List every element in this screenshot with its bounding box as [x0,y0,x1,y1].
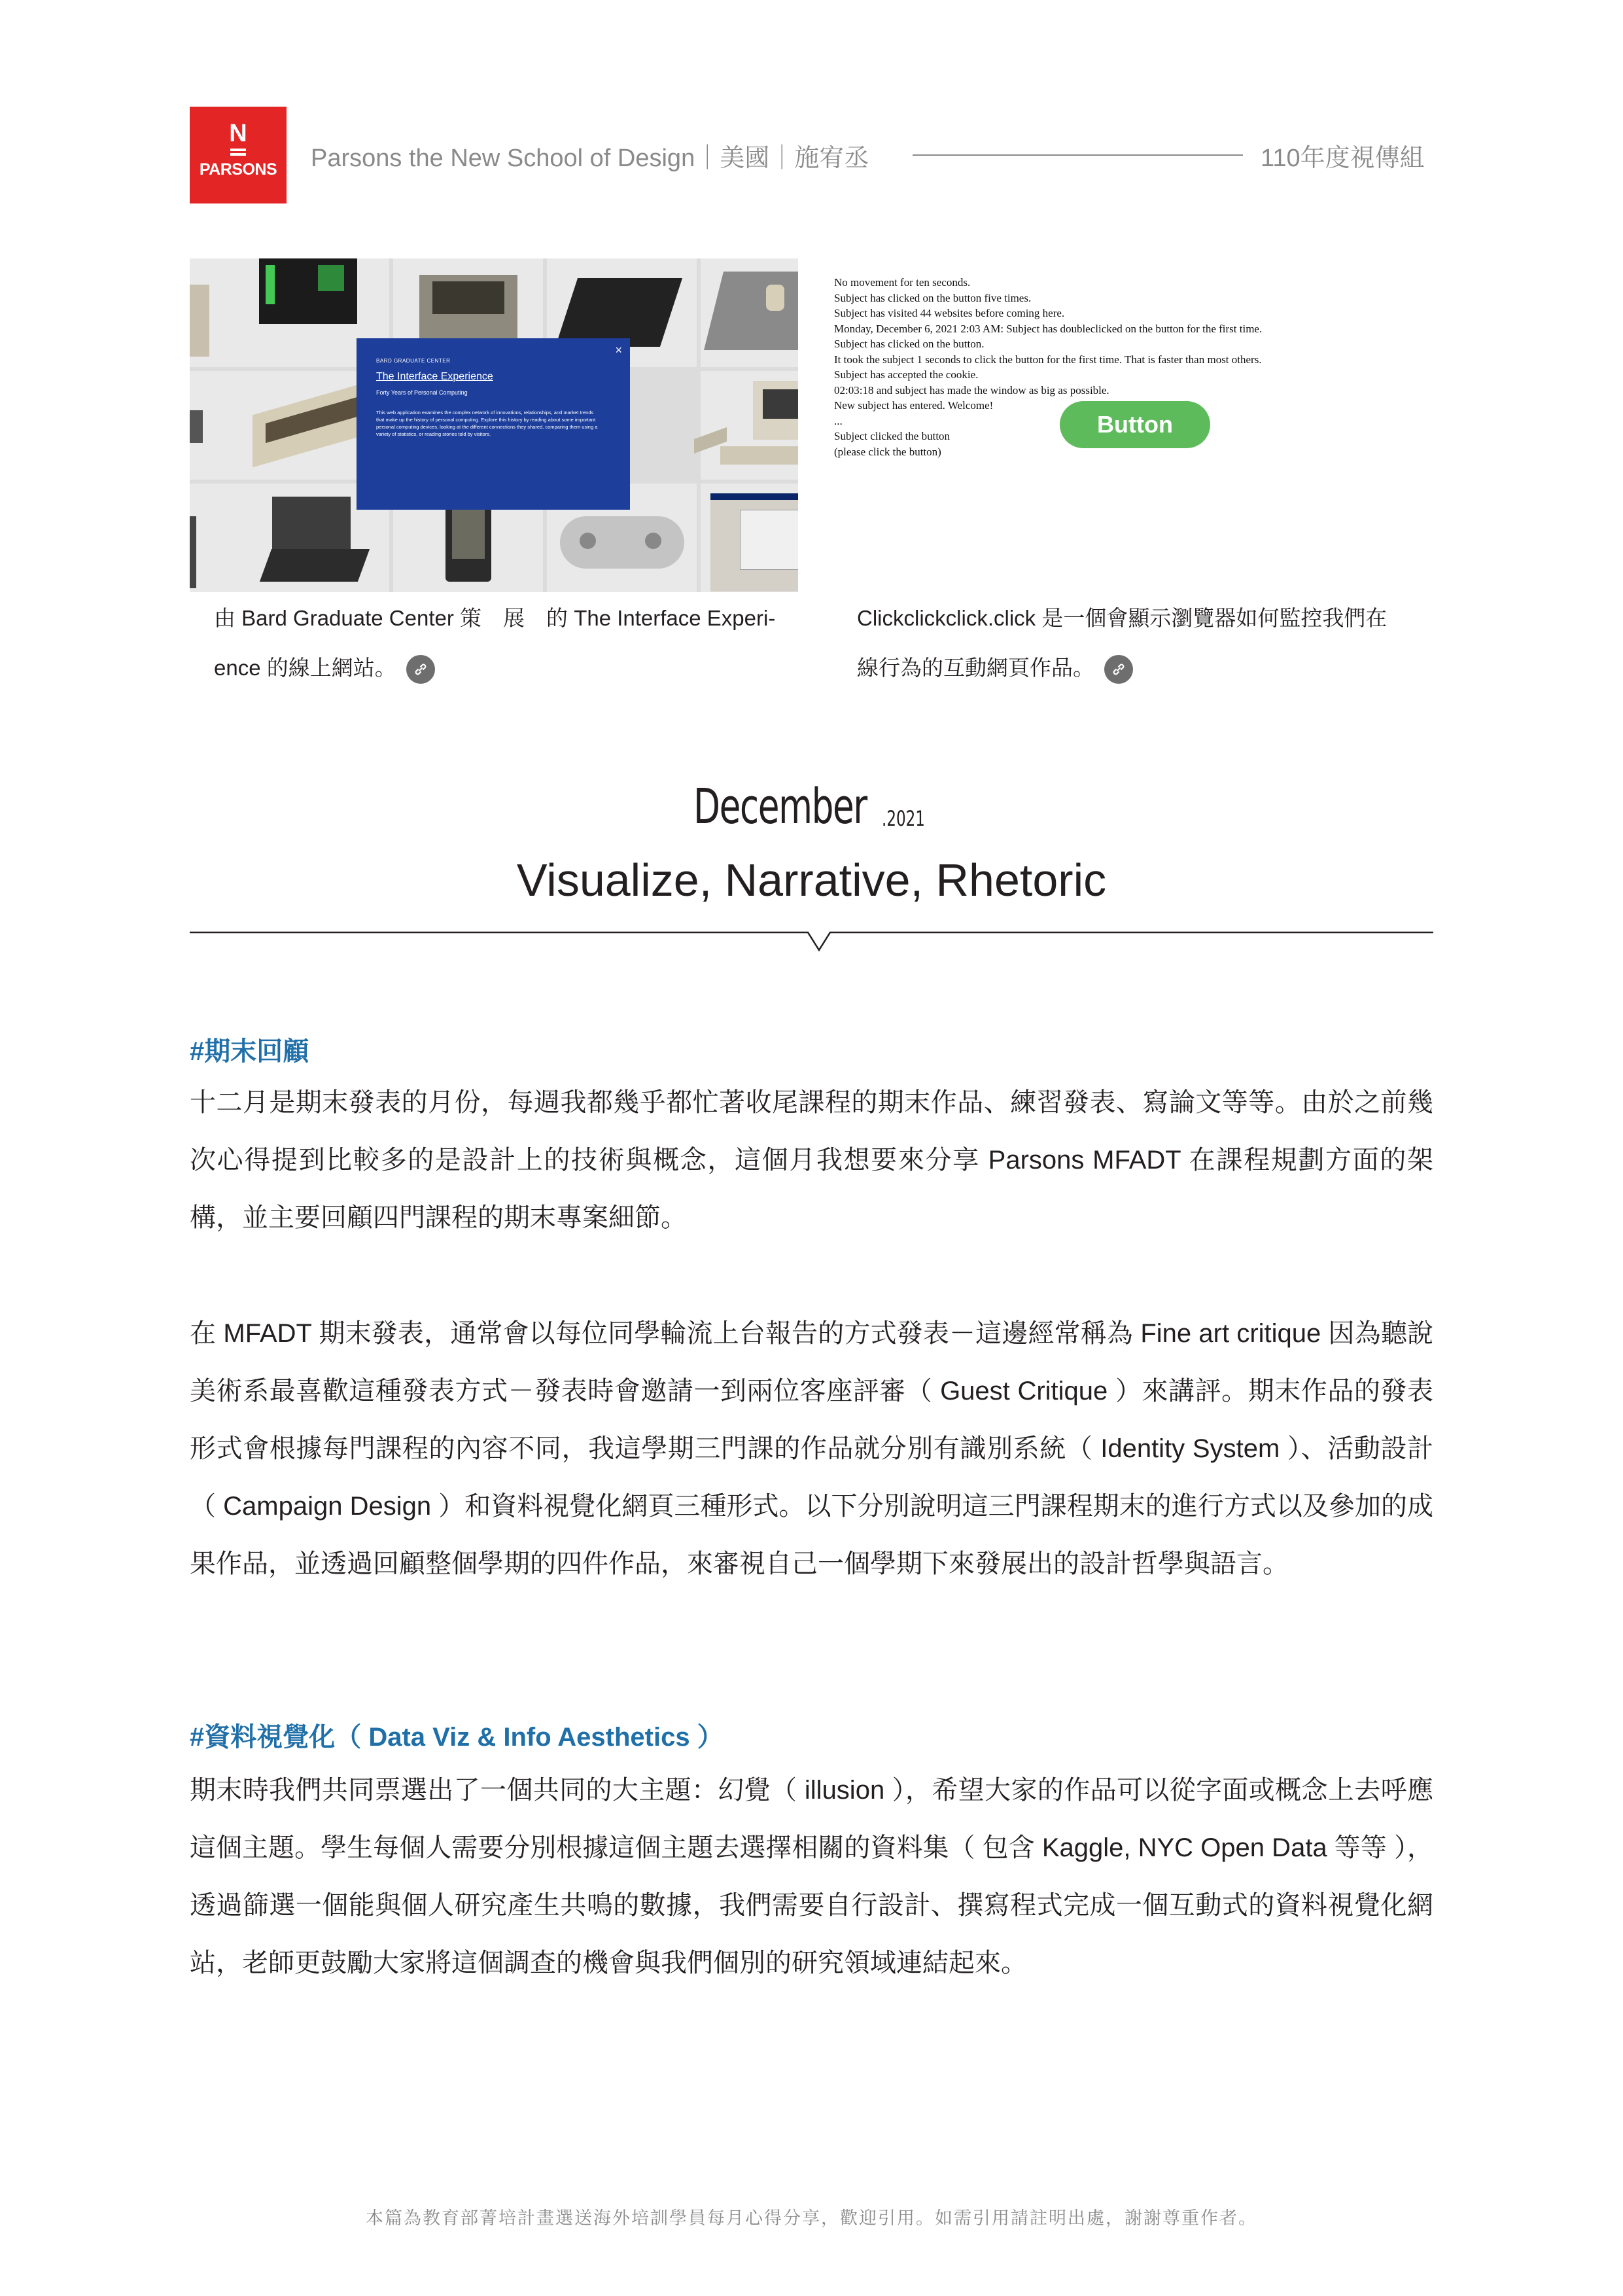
link-icon[interactable] [1104,655,1133,684]
laptop-base-image [260,549,370,582]
caption-left-line2 [214,643,775,693]
caption-right [857,593,1387,693]
modal-body: This web application examines the complex network of innovations, relationships, and market trends that make up the history of personal computing. Explore this history by reading about some important personal computing devices, looking at the different connections they shared, comparing them using a variety of statistics, or reading stories told by visitors. [376,410,598,437]
playstation-controller-image [560,516,684,569]
year-label: .2021 [882,806,925,831]
portable-screen [432,281,504,314]
caption-right-line1: Clickclickclick.click 是一個會顯示瀏覽器如何監控我們在 [857,606,1387,630]
log-line: New subject has entered. Welcome! [834,399,994,412]
caption-left [214,593,775,693]
logo-bar [230,153,246,156]
log-line: 02:03:18 and subject has made the window as big as possible. [834,383,1109,397]
heading-data-viz: #資料視覺化（ Data Viz & Info Aesthetics ） [190,1723,724,1752]
section-divider [190,923,1433,962]
header-title: Parsons the New School of Design｜美國｜施宥丞 [311,145,869,172]
log-line: (please click the button) [834,445,941,458]
log-line: No movement for ten seconds. [834,276,971,289]
device-image [190,410,203,443]
grid-cell [701,258,798,367]
buttons-icon [645,533,661,549]
logo-word: PARSONS [199,160,277,179]
macintosh-screen [763,389,798,419]
demo-button[interactable]: Button [1060,401,1210,448]
logo-mark: N [229,120,247,147]
log-line: Subject has clicked on the button. [834,338,985,350]
header-rule [913,154,1243,156]
dpad-icon [580,533,596,549]
green-screen-text [318,265,344,291]
log-line: Subject has accepted the cookie. [834,368,979,381]
computer-tower-image [190,285,209,357]
interface-experience-screenshot [190,258,798,592]
clickclickclick-screenshot [834,275,1357,484]
device-image [190,516,196,588]
caption-left-line1: 由 Bard Graduate Center 策 展 的 The Interface Experi- [214,606,776,630]
caption-right-line2 [857,643,1387,693]
caption-right-text: 線行為的互動網頁作品。 [857,656,1094,680]
footer-note: 本篇為教育部菁培計畫選送海外培訓學員每月心得分享，歡迎引用。如需引用請註明出處，謝謝尊重作者。 [366,2208,1257,2228]
log-line: ... [834,414,843,427]
parsons-logo [190,107,287,203]
logo-bar [230,149,246,151]
laptop-screen-image [272,497,351,549]
log-line: Subject clicked the button [834,430,951,442]
modal-title: The Interface Experience [376,371,493,382]
paragraph-1: 十二月是期末發表的月份，每週我都幾乎都忙著收尾課程的期末作品、練習發表、寫論文等等。由於之前幾次心得提到比較多的是設計上的技術與概念，這個月我想要來分享 Parsons MFADT 在課程規劃方面的架構，並主要回顧四門課程的期末專案細節。 [190,1088,1433,1232]
month-label: December [693,779,867,835]
green-screen-text [266,265,275,304]
modal-subtitle: Forty Years of Personal Computing [376,389,468,396]
paragraph-2: 在 MFADT 期末發表，通常會以每位同學輪流上台報告的方式發表－這邊經常稱為 Fine art critique 因為聽說美術系最喜歡這種發表方式－發表時會邀請一到兩位客座評審（ Guest Critique ）來講評。期末作品的發表形式會根據每門課程的內容不同，我這學期三門課的作品就分別有識別系統（ Identity System ）、活動設計（ Campaign Design ）和資料視覺化網頁三種形式。以下分別說明這三門課程期末的進行方式以及參加的成果作品，並透過回顧整個學期的四件作品，來審視自己一個學期下來發展出的設計哲學與語言。 [190,1319,1433,1578]
grid-cell [701,484,798,592]
mousepad-image [704,272,798,350]
window-titlebar [710,493,798,500]
heading-final-review: #期末回顧 [190,1037,309,1066]
paragraph-3: 期末時我們共同票選出了一個共同的大主題：幻覺（ illusion ），希望大家的作品可以從字面或概念上去呼應這個主題。學生每個人需要分別根據這個主題去選擇相關的資料集（ 包含 Kaggle, NYC Open Data 等等 ），透過篩選一個能與個人研究產生共鳴的數據，我們需要自行設計、撰寫程式完成一個互動式的資料視覺化網站，老師更鼓勵大家將這個調查的機會與我們個別的研究領域連結起來。 [190,1776,1433,1977]
newton-screen [452,506,485,559]
modal-eyebrow: BARD GRADUATE CENTER [376,358,451,364]
keyboard-image [720,446,798,465]
interface-experience-modal [357,338,630,510]
grid-cell [701,371,798,480]
log-line: Subject has visited 44 websites before coming here. [834,307,1065,319]
close-icon[interactable]: × [615,344,622,357]
month-heading [693,779,934,835]
link-icon[interactable] [406,655,435,684]
header-right-label: 110年度視傳組 [1261,145,1425,172]
section-subtitle: Visualize, Narrative, Rhetoric [516,855,1107,906]
dialog-window [740,510,798,570]
log-line: Monday, December 6, 2021 2:03 AM: Subject has doubleclicked on the button for the first time. [834,322,1263,335]
log-line: It took the subject 1 seconds to click the button for the first time. That is faster than most others. [834,353,1262,366]
mouse-image [766,285,784,311]
log-line: Subject has clicked on the button five times. [834,291,1032,304]
caption-left-text: ence 的線上網站。 [214,656,396,680]
zx-keyboard-image [555,278,682,347]
